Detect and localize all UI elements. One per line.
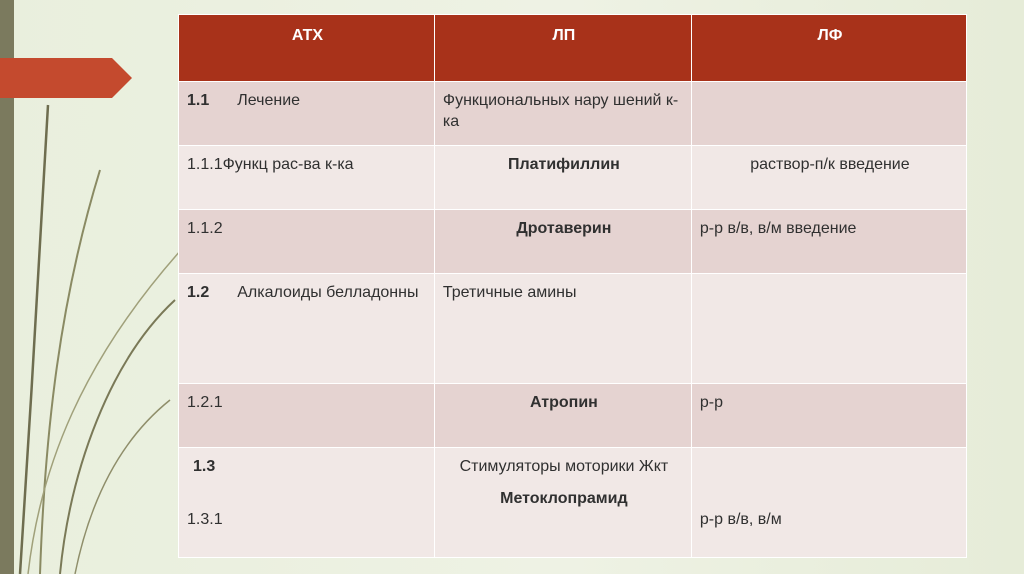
table-row (179, 210, 967, 274)
arrow-tab (0, 58, 132, 98)
atx-code: 1.2 (187, 284, 210, 301)
lp-group: Стимуляторы моторики Жкт (459, 458, 669, 475)
lf-form: р-р в/в, в/м (699, 511, 782, 528)
atx-label: Алкалоиды белладонны (237, 284, 419, 301)
cell-lf: р-р (691, 384, 966, 448)
atx-label: Лечение (237, 92, 301, 109)
cell-atx: 1.1.2 (179, 210, 435, 274)
header-lp: ЛП (434, 15, 691, 82)
header-lf: ЛФ (691, 15, 966, 82)
cell-lp: Функциональных нару шений к-ка (434, 82, 691, 146)
table-row (179, 274, 967, 384)
cell-atx (179, 274, 435, 384)
table-header-row (179, 15, 967, 82)
cell-lp: Платифиллин (434, 146, 691, 210)
cell-lp: Дротаверин (434, 210, 691, 274)
table-row (179, 82, 967, 146)
cell-atx: 1.2.1 (179, 384, 435, 448)
table-row (179, 448, 967, 558)
atx-subcode: 1.3.1 (187, 511, 223, 528)
cell-lf (691, 274, 966, 384)
cell-lf (691, 448, 966, 558)
cell-atx (179, 448, 435, 558)
cell-lf: раствор-п/к введение (691, 146, 966, 210)
cell-atx: 1.1.1Функц рас-ва к-ка (179, 146, 435, 210)
cell-lf: р-р в/в, в/м введение (691, 210, 966, 274)
atx-code: 1.3 (193, 458, 216, 475)
table-row (179, 384, 967, 448)
atx-code: 1.1 (187, 92, 210, 109)
cell-lf (691, 82, 966, 146)
cell-lp: Третичные амины (434, 274, 691, 384)
cell-atx (179, 82, 435, 146)
drug-table (178, 14, 967, 558)
cell-lp (434, 448, 691, 558)
lp-drug: Метоклопрамид (500, 490, 628, 507)
header-atx: АТХ (179, 15, 435, 82)
table-row (179, 146, 967, 210)
cell-lp: Атропин (434, 384, 691, 448)
